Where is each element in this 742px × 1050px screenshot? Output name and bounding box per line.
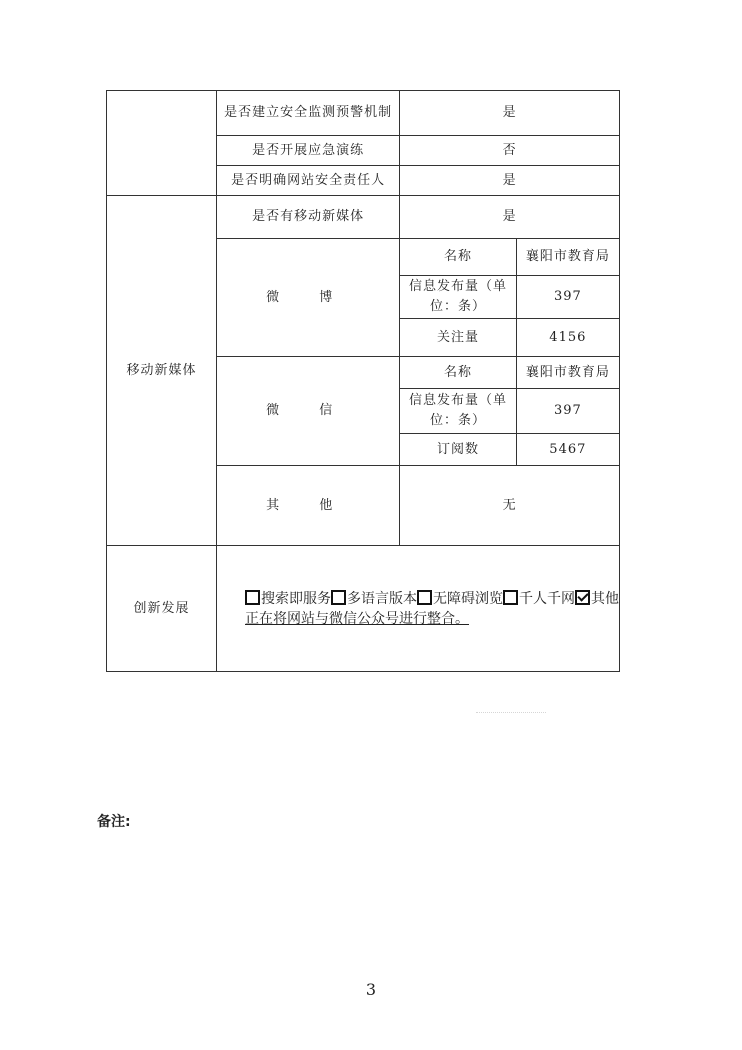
wechat-subscribers-label: 订阅数 xyxy=(400,434,516,466)
weibo-posts-label: 信息发布量（单位：条） xyxy=(400,276,516,319)
weibo-name-label: 名称 xyxy=(400,239,516,276)
remark-label: 备注: xyxy=(97,814,131,830)
other-value: 无 xyxy=(400,466,620,546)
checkbox-icon[interactable] xyxy=(245,590,260,605)
security-section-cell xyxy=(107,91,217,196)
wechat-subscribers-value: 5467 xyxy=(516,434,619,466)
innovation-option-label: 搜索即服务 xyxy=(261,590,331,607)
mobile-section-label: 移动新媒体 xyxy=(107,196,217,546)
table-row xyxy=(107,196,620,239)
has-media-value: 是 xyxy=(400,196,620,239)
faint-mark xyxy=(476,712,546,717)
checked-checkbox-icon[interactable] xyxy=(575,590,590,605)
drill-label: 是否开展应急演练 xyxy=(217,136,400,166)
page-number: 3 xyxy=(365,980,377,999)
innovation-option[interactable] xyxy=(575,591,619,607)
weibo-followers-value: 4156 xyxy=(516,319,619,357)
table-row xyxy=(107,91,620,136)
innovation-option-label: 无障碍浏览 xyxy=(433,590,503,607)
weibo-name-value: 襄阳市教育局 xyxy=(516,239,619,276)
weibo-followers-label: 关注量 xyxy=(400,319,516,357)
other-label: 其 他 xyxy=(217,466,400,546)
wechat-label: 微 信 xyxy=(217,357,400,466)
responsible-value: 是 xyxy=(400,166,620,196)
drill-value: 否 xyxy=(400,136,620,166)
report-table xyxy=(106,90,620,672)
table-row xyxy=(107,546,620,672)
weibo-posts-value: 397 xyxy=(516,276,619,319)
innovation-other-text: 正在将网站与微信公众号进行整合。 xyxy=(245,610,469,627)
wechat-name-value: 襄阳市教育局 xyxy=(516,357,619,389)
warning-mechanism-value: 是 xyxy=(400,91,620,136)
innovation-option[interactable] xyxy=(503,591,575,607)
checkbox-icon[interactable] xyxy=(503,590,518,605)
warning-mechanism-label: 是否建立安全监测预警机制 xyxy=(217,91,400,136)
innovation-option[interactable] xyxy=(331,591,417,607)
innovation-option[interactable] xyxy=(245,591,331,607)
wechat-name-label: 名称 xyxy=(400,357,516,389)
responsible-label: 是否明确网站安全责任人 xyxy=(217,166,400,196)
innovation-option-label: 千人千网 xyxy=(519,590,575,607)
innovation-options xyxy=(245,589,619,609)
innovation-option[interactable] xyxy=(417,591,503,607)
checkbox-icon[interactable] xyxy=(331,590,346,605)
innovation-section-label: 创新发展 xyxy=(107,546,217,672)
weibo-label: 微 博 xyxy=(217,239,400,357)
wechat-posts-label: 信息发布量（单位：条） xyxy=(400,389,516,434)
innovation-option-label: 其他 xyxy=(591,590,619,607)
has-media-label: 是否有移动新媒体 xyxy=(217,196,400,239)
wechat-posts-value: 397 xyxy=(516,389,619,434)
checkbox-icon[interactable] xyxy=(417,590,432,605)
innovation-option-label: 多语言版本 xyxy=(347,590,417,607)
innovation-cell xyxy=(217,546,620,672)
